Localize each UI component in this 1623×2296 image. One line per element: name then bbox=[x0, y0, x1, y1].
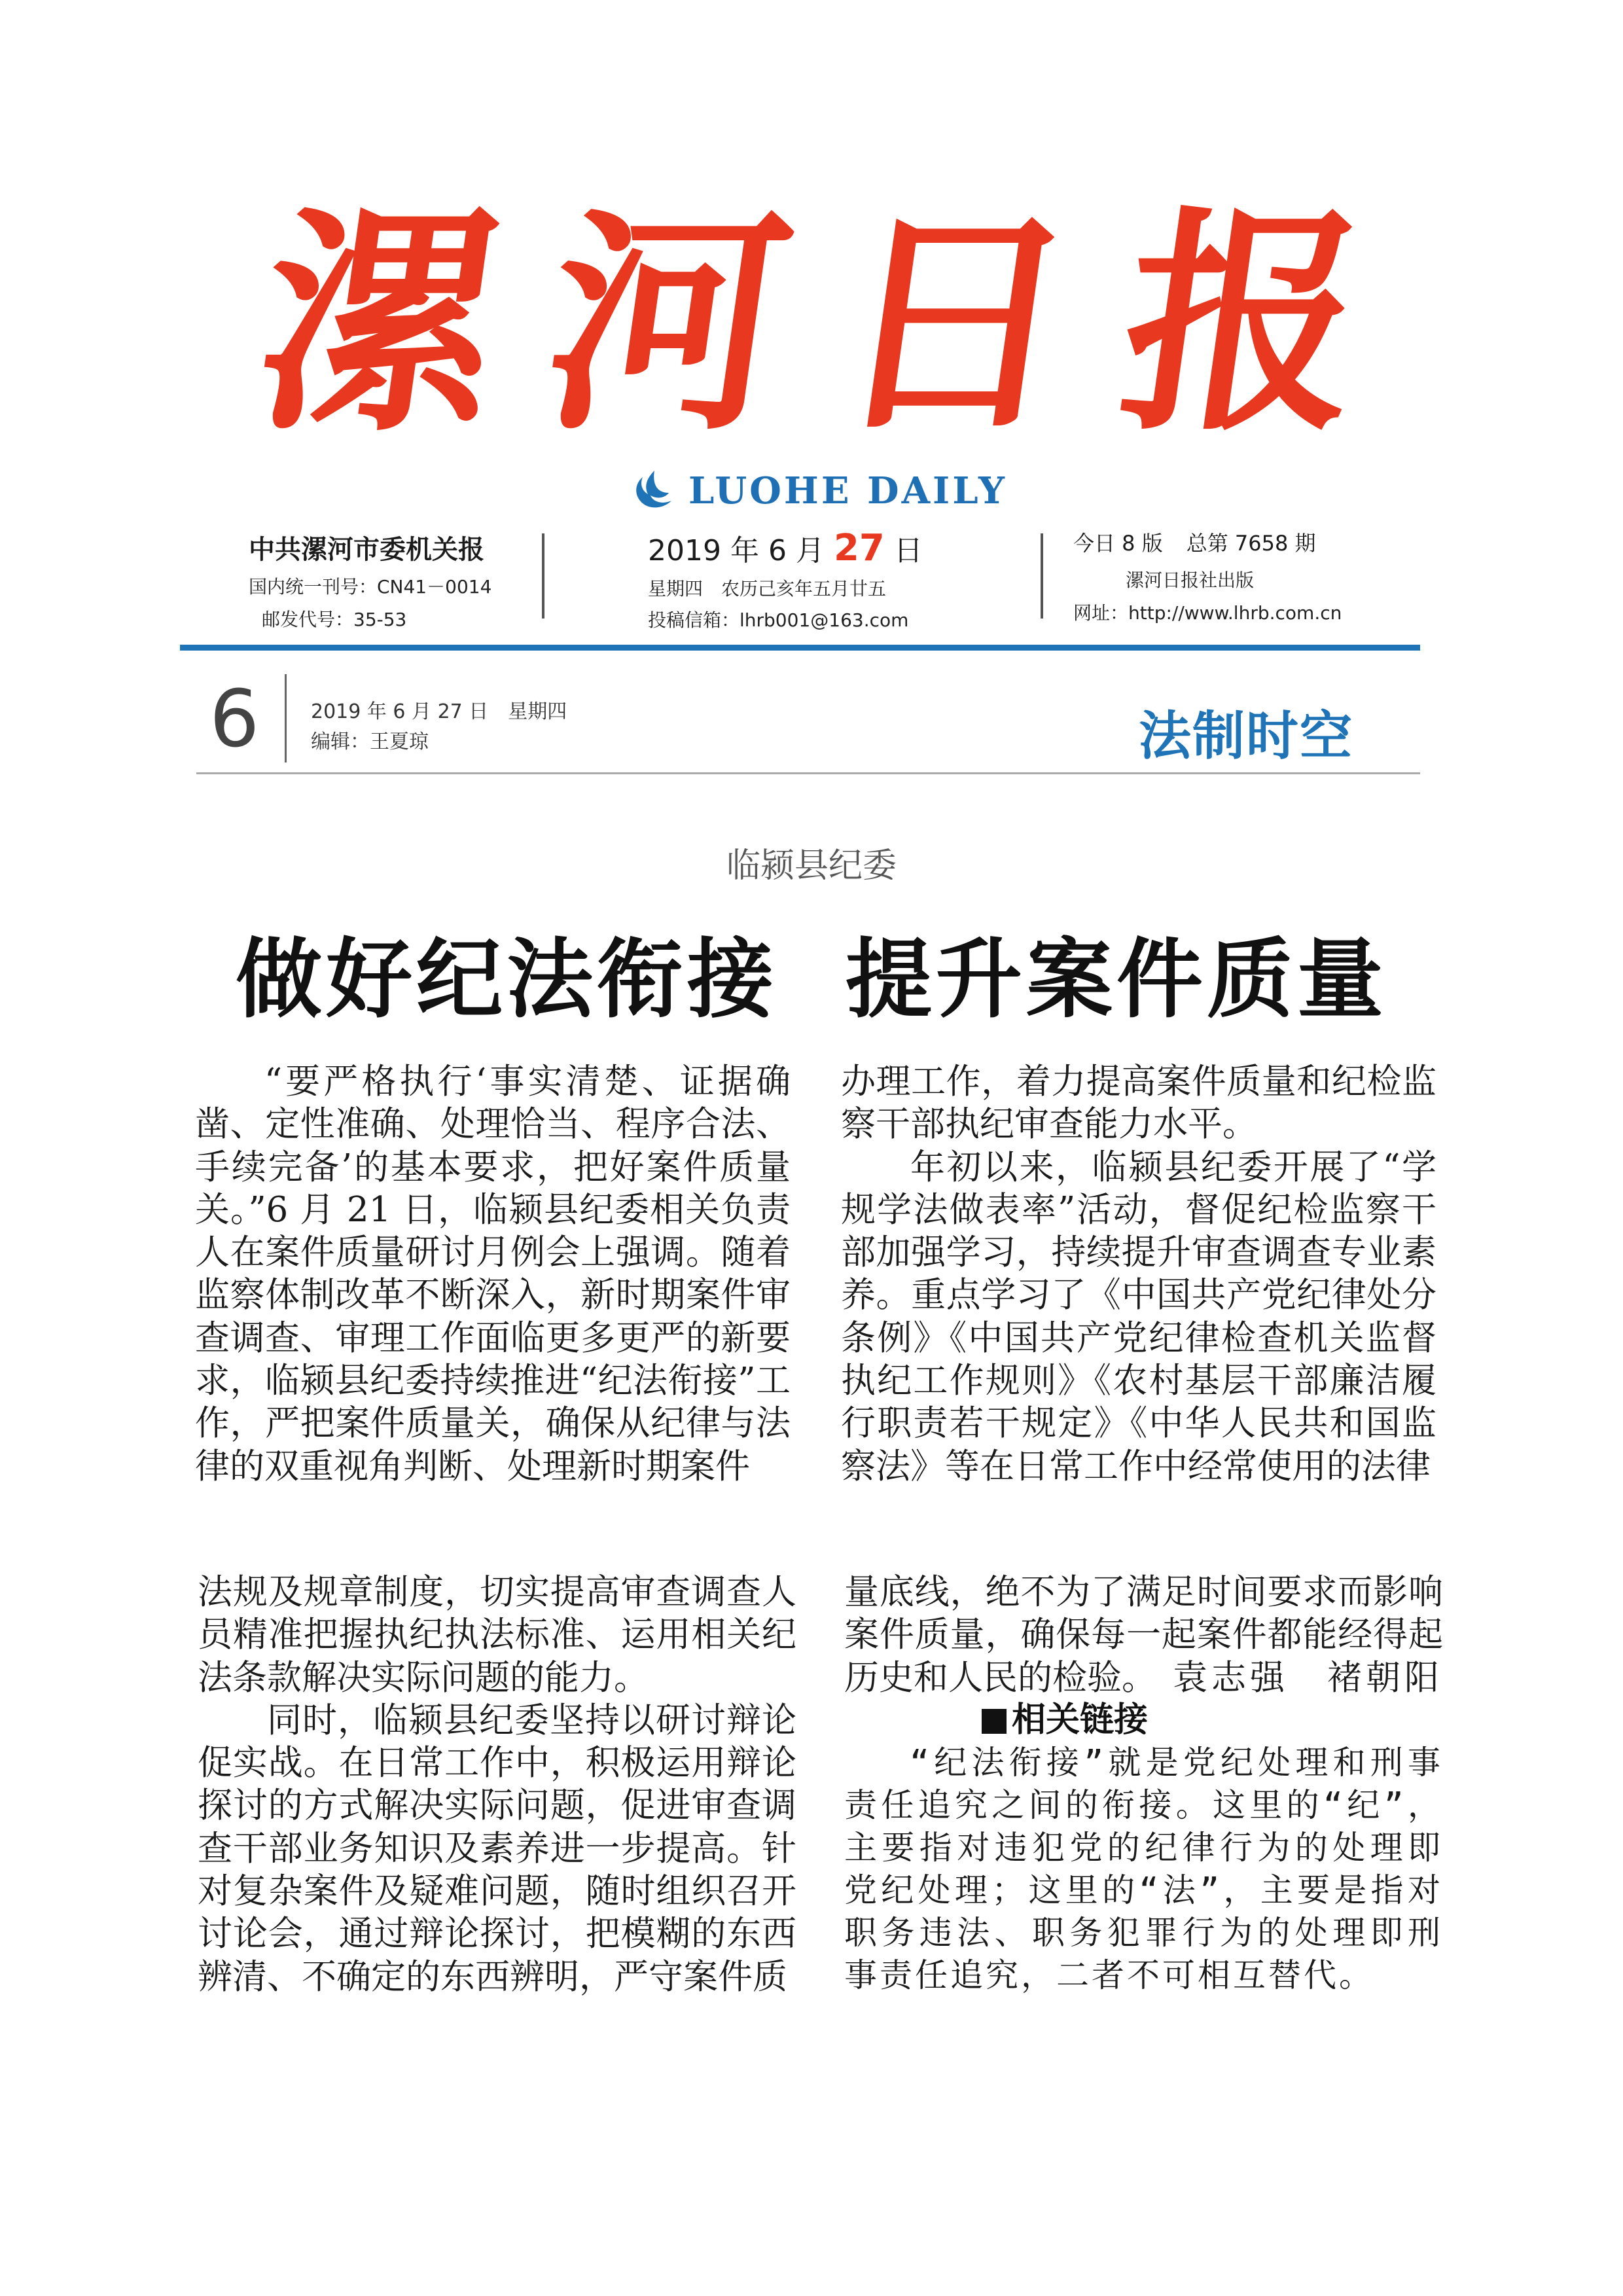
date-day: 27 bbox=[833, 527, 885, 569]
date-prefix: 2019 年 6 月 bbox=[648, 534, 825, 567]
article-column-2 bbox=[841, 1060, 1436, 1488]
masthead-char: 日 bbox=[818, 185, 1093, 462]
party-organ-label: 中共漯河市委机关报 bbox=[249, 535, 484, 565]
masthead-char: 漯 bbox=[242, 185, 517, 462]
byline: 袁志强 褚朝阳 bbox=[1173, 1657, 1443, 1698]
page-count: 今日 8 版 bbox=[1073, 531, 1163, 556]
masthead-char: 河 bbox=[530, 185, 805, 462]
masthead-char: 报 bbox=[1106, 185, 1381, 462]
related-links-heading bbox=[844, 1699, 1443, 1742]
paragraph: 同时，临颍县纪委坚持以研讨辩论促实战。在日常工作中，积极运用辩论探讨的方式解决实际问题，促进审查调查干部业务知识及素养进一步提高。针对复杂案件及疑难问题，随时组织召开讨论会，通过辩论探讨，把模糊的东西辨清、不确定的东西辨明，严守案件质 bbox=[198, 1700, 796, 1997]
page-editor: 编辑：王夏琼 bbox=[311, 730, 429, 753]
article-column-3 bbox=[198, 1571, 796, 1998]
wave-logo-icon bbox=[628, 467, 677, 515]
submission-email: 投稿信箱：lhrb001@163.com bbox=[648, 609, 909, 631]
issue-info bbox=[1073, 527, 1414, 557]
paragraph: 年初以来，临颍县纪委开展了“学规学法做表率”活动，督促纪检监察干部加强学习，持续提升审查调查专业素养。重点学习了《中国共产党纪律处分条例》《中国共产党纪律检查机关监督执纪工作规则》《农村基层干部廉洁履行职责若干规定》《中华人民共和国监察法》等在日常工作中经常使用的法律 bbox=[841, 1147, 1436, 1486]
paragraph: 法规及规章制度，切实提高审查调查人员精准把握执纪执法标准、运用相关纪法条款解决实际问题的能力。 bbox=[198, 1572, 796, 1698]
postal-code-label: 邮发代号：35-53 bbox=[262, 609, 407, 630]
paragraph: “要严格执行‘事实清楚、证据确凿、定性准确、处理恰当、程序合法、手续完备’的基本要求，把好案件质量关。”6 月 21 日，临颍县纪委相关负责人在案件质量研讨月例会上强调。随着监察体制改革不断深入，新时期案件审查调查、审理工作面临更多更严的新要求，临颍县纪委持续推进“纪法衔接”工作，严把案件质量关，确保从纪律与法律的双重视角判断、处理新时期案件 bbox=[195, 1062, 791, 1486]
masthead-rule bbox=[180, 645, 1420, 651]
masthead-title bbox=[242, 177, 1381, 471]
square-bullet-icon bbox=[982, 1709, 1007, 1734]
article-headline: 做好纪法衔接 提升案件质量 bbox=[236, 929, 1387, 1030]
related-heading-text: 相关链接 bbox=[1012, 1700, 1149, 1740]
info-left bbox=[249, 529, 524, 632]
date-suffix: 日 bbox=[893, 534, 923, 567]
info-divider bbox=[1041, 533, 1043, 619]
paragraph-text: 量底线，绝不为了满足时间要求而影响案件质量，确保每一起案件都能经得起历史和人民的检验。 bbox=[844, 1572, 1443, 1698]
issn-label: 国内统一刊号：CN41－0014 bbox=[249, 576, 492, 598]
page-header-divider bbox=[285, 674, 287, 762]
info-mid bbox=[648, 527, 1041, 632]
english-name: LUOHE DAILY bbox=[688, 469, 1007, 512]
publisher: 漯河日报社出版 bbox=[1126, 569, 1255, 591]
english-logo bbox=[628, 461, 1007, 520]
section-rule bbox=[196, 772, 1420, 774]
section-title: 法制时空 bbox=[1139, 706, 1353, 766]
page-meta bbox=[311, 697, 567, 757]
website-link[interactable]: 网址：http://www.lhrb.com.cn bbox=[1073, 602, 1342, 624]
issue-total: 总第 7658 期 bbox=[1186, 531, 1316, 556]
info-divider bbox=[542, 533, 544, 619]
lunar-date: 星期四 农历己亥年五月廿五 bbox=[648, 578, 887, 600]
article-column-4 bbox=[844, 1571, 1443, 1997]
issue-date bbox=[648, 527, 1041, 569]
paragraph bbox=[844, 1571, 1443, 1699]
paragraph: 办理工作，着力提高案件质量和纪检监察干部执纪审查能力水平。 bbox=[841, 1062, 1436, 1145]
page-number: 6 bbox=[209, 674, 260, 765]
article-kicker: 临颍县纪委 bbox=[726, 846, 897, 886]
info-right bbox=[1073, 527, 1414, 625]
related-links-body: “纪法衔接”就是党纪处理和刑事责任追究之间的衔接。这里的“纪”，主要指对违犯党的纪律行为的处理即党纪处理；这里的“法”，主要是指对职务违法、职务犯罪行为的处理即刑事责任追究，二者不可相互替代。 bbox=[844, 1743, 1443, 1994]
article-column-1 bbox=[195, 1060, 791, 1488]
page-date: 2019 年 6 月 27 日 星期四 bbox=[311, 700, 567, 723]
